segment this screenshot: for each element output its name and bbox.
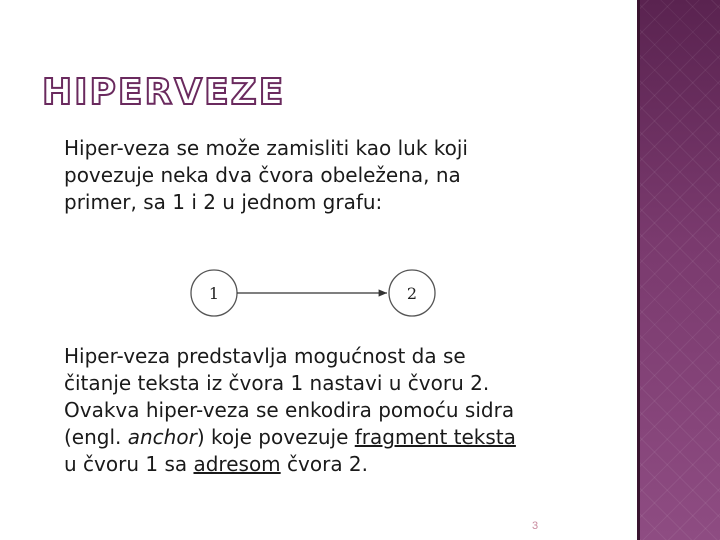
graph-diagram <box>180 262 450 324</box>
graph-node-1-label: 1 <box>208 284 220 303</box>
bullet-2-line-4-text-c: ) koje povezuje <box>196 425 355 449</box>
bullet-2-line-2: čitanje teksta iz čvora 1 nastavi u čvoru 2. <box>64 371 490 395</box>
bullet-2-line-4-text-a: (engl. <box>64 425 128 449</box>
bullet-2-line-5-text-c: čvora 2. <box>280 452 369 476</box>
graph-svg <box>180 262 450 324</box>
page-number: 3 <box>532 520 539 532</box>
bullet-1-line-2: povezuje neka dva čvora obeležena, na <box>64 163 461 187</box>
bullet-1-line-1: Hiper-veza se može zamisliti kao luk koji <box>64 136 468 160</box>
bullet-1-line-3: primer, sa 1 i 2 u jednom grafu: <box>64 190 383 214</box>
bullet-2-line-5 <box>64 451 604 478</box>
bullet-marker-icon <box>40 143 44 147</box>
bullet-2-line-3-text: Ovakva hiper-veza se enkodira pomoću <box>64 398 465 422</box>
bullet-2-line-1: Hiper-veza predstavlja mogućnost da se <box>64 344 466 368</box>
slide-title: HIPERVEZE <box>42 72 286 113</box>
bullet-marker-icon <box>40 351 44 355</box>
graph-node-2-label: 2 <box>406 284 418 303</box>
decorative-side-panel <box>640 0 720 540</box>
bullet-2-line-3 <box>64 397 604 424</box>
term-sidra: sidra <box>464 398 515 422</box>
bullet-2-line-4 <box>64 424 604 451</box>
bullet-text-1 <box>64 135 604 216</box>
bullet-2-line-5-text-a: u čvoru 1 sa <box>64 452 194 476</box>
bullet-text-2 <box>64 343 604 478</box>
link-fragment-teksta[interactable]: fragment teksta <box>354 425 516 449</box>
link-adresom[interactable]: adresom <box>193 452 281 476</box>
term-anchor: anchor <box>127 425 197 449</box>
